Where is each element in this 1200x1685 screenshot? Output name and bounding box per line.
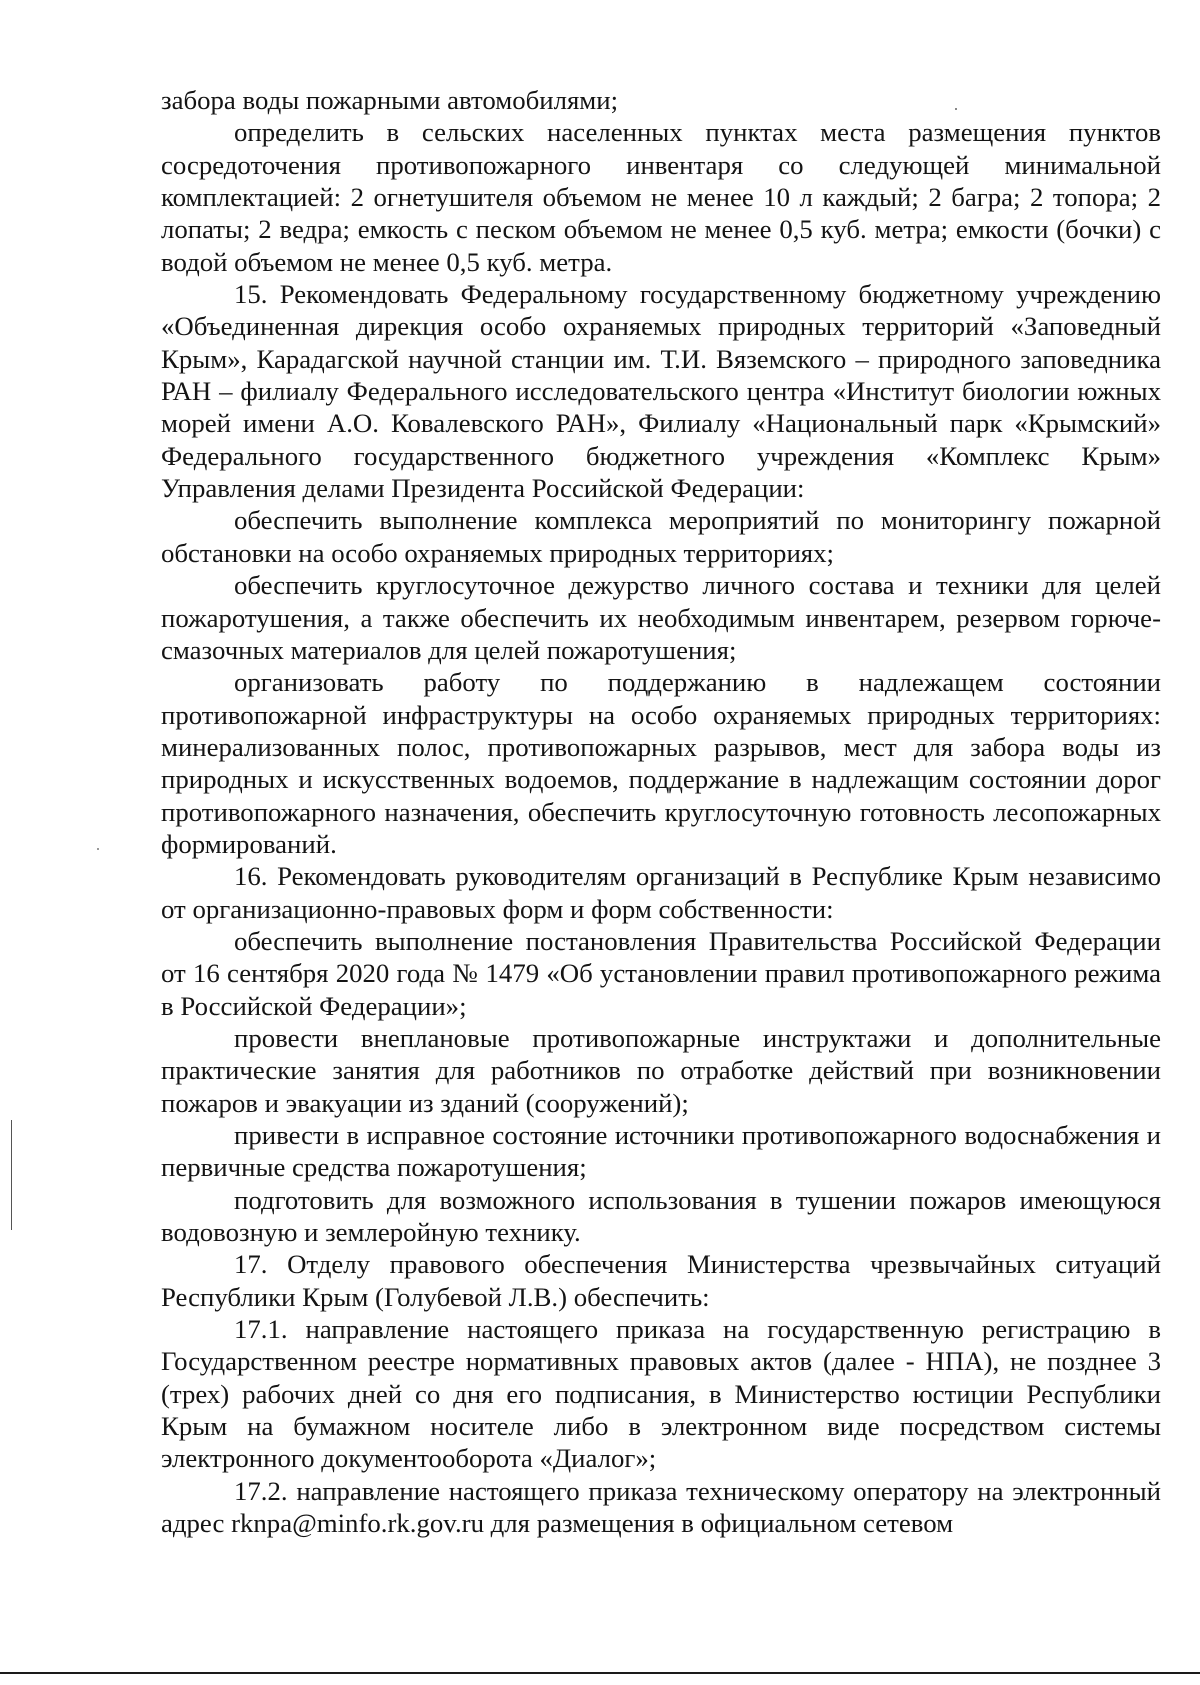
document-body [161,84,1161,1539]
paragraph-continuation: забора воды пожарными автомобилями; [161,85,619,115]
scan-edge-mark [11,1120,12,1230]
paragraph-resolution: обеспечить выполнение постановления Правительства Российской Федерации от 16 сентября 2020 года № 1479 «Об установлении правил противопожарного режима в Российской Федерации»; [161,925,1161,1021]
paragraph-water-supply: привести в исправное состояние источники противопожарного водоснабжения и первичные средства пожаротушения; [161,1120,1161,1183]
paragraph-item-15: 15. Рекомендовать Федеральному государственному бюджетному учреждению «Объединенная дирекция особо охраняемых природных территорий «Заповедный Крым», Карадагской научной станции им. Т.И. Вяземского – природного заповедника РАН – филиалу Федерального исследовательского центра «Институт биологии южных морей имени А.О. Ковалевского РАН», Филиалу «Национальный парк «Крымский» Федерального государственного бюджетного учреждения «Комплекс Крым» Управления делами Президента Российской Федерации: [161,279,1161,504]
paragraph-infrastructure: организовать работу по поддержанию в надлежащем состоянии противопожарной инфраструктуры на особо охраняемых природных территориях: минерализованных полос, противопожарных разрывов, мест для забора воды из природных и искусственных водоемов, поддержание в надлежащим состоянии дорог противопожарного назначения, обеспечить круглосуточную готовность лесопожарных формирований. [161,667,1161,859]
paragraph-equipment: подготовить для возможного использования в тушении пожаров имеющуюся водовозную и землеройную технику. [161,1184,1161,1248]
scan-speck [97,848,99,850]
paragraph-monitoring: обеспечить выполнение комплекса мероприятий по мониторингу пожарной обстановки на особо охраняемых природных территориях; [161,505,1161,568]
page-bottom-edge [0,1672,1200,1674]
paragraph-item-17-1: 17.1. направление настоящего приказа на государственную регистрацию в Государственном реестре нормативных правовых актов (далее - НПА), не позднее 3 (трех) рабочих дней со дня его подписания, в Министерство юстиции Республики Крым на бумажном носителе либо в электронном виде посредством системы электронного документооборота «Диалог»; [161,1314,1161,1474]
paragraph-briefings: провести внеплановые противопожарные инструктажи и дополнительные практические занятия для работников по отработке действий при возникновении пожаров и эвакуации из зданий (сооружений); [161,1022,1161,1118]
paragraph-fire-equipment-points: определить в сельских населенных пунктах места размещения пунктов сосредоточения противопожарного инвентаря со следующей минимальной комплектацией: 2 огнетушителя объемом не менее 10 л каждый; 2 багра; 2 топора; 2 лопаты; 2 ведра; емкость с песком объемом не менее 0,5 куб. метра; емкости (бочки) с водой объемом не менее 0,5 куб. метра. [161,117,1161,277]
paragraph-item-17-2: 17.2. направление настоящего приказа техническому оператору на электронный адрес rknpa@minfo.rk.gov.ru для размещения в официальном сетевом [161,1475,1161,1539]
paragraph-duty: обеспечить круглосуточное дежурство личного состава и техники для целей пожаротушения, а также обеспечить их необходимым инвентарем, резервом горюче-смазочных материалов для целей пожаротушения; [161,570,1161,665]
scan-speck [955,108,957,110]
paragraph-item-17: 17. Отделу правового обеспечения Министерства чрезвычайных ситуаций Республики Крым (Голубевой Л.В.) обеспечить: [161,1249,1161,1312]
paragraph-item-16: 16. Рекомендовать руководителям организаций в Республике Крым независимо от организационно-правовых форм и форм собственности: [161,861,1161,924]
